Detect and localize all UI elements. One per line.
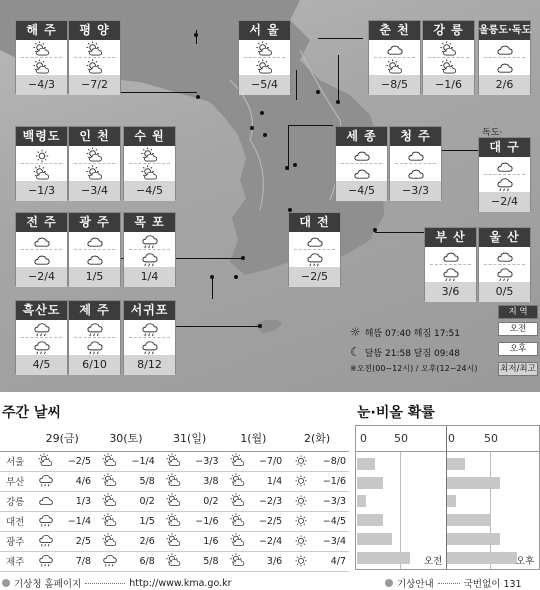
- precip-bar-pm: [447, 533, 500, 545]
- city-temp: −3/4: [69, 181, 120, 201]
- partly-cloudy-icon: [423, 40, 474, 57]
- cell-temp: 4/6: [75, 475, 92, 487]
- precip-bar-pm: [447, 458, 465, 470]
- partly-cloudy-icon: [69, 146, 120, 163]
- cloudy-icon: [479, 157, 530, 174]
- cell-temp: 1/3: [75, 495, 92, 507]
- rain-icon: [38, 472, 54, 491]
- partly-cloudy-icon: [166, 452, 182, 471]
- partly-cloudy-icon: [38, 452, 54, 471]
- cell-temp: −3/3: [322, 495, 346, 507]
- partly-cloudy-icon: [102, 452, 118, 471]
- city-name: 서귀포: [124, 301, 175, 320]
- cell-temp: 7/8: [75, 555, 92, 567]
- cloudy-icon: [336, 164, 387, 181]
- city-temp: 0/5: [479, 282, 530, 302]
- legend-temp: 최저/최고: [498, 362, 538, 376]
- tick-label: 50: [394, 432, 408, 445]
- cell-temp: 2/6: [139, 535, 155, 547]
- city-box: [389, 126, 442, 200]
- city-box: [368, 20, 421, 94]
- city-name: 울릉도·독도: [479, 21, 530, 40]
- leader-line: [318, 38, 363, 39]
- cell-temp: 1/4: [266, 475, 283, 487]
- footer-right: [385, 576, 522, 590]
- dokdo-note: 독도·: [482, 128, 503, 138]
- cloudy-icon: [390, 164, 441, 181]
- sun-times: ☼ 해뜸 07:40 해짐 17:51: [350, 325, 460, 339]
- rain-icon: [102, 552, 118, 571]
- rain-icon: [425, 265, 476, 282]
- cell-temp: −8/0: [322, 455, 346, 467]
- cell-temp: 3/8: [203, 475, 219, 487]
- rain-icon: [124, 338, 175, 355]
- cell-temp: −2/5: [67, 455, 92, 467]
- day-header: 30(토): [94, 425, 158, 451]
- precip-bar-am: [357, 552, 410, 564]
- row-city: 강릉: [0, 491, 30, 511]
- precip-bar-pm: [447, 477, 500, 489]
- city-box: [68, 300, 121, 374]
- cell-temp: −2/3: [258, 495, 283, 507]
- sun-icon: ☼: [350, 325, 361, 339]
- rain-icon: [69, 338, 120, 355]
- precip-bar-am: [357, 533, 392, 545]
- cell-temp: −1/6: [322, 475, 346, 487]
- city-box: [15, 20, 68, 94]
- bullet-icon: [385, 579, 393, 587]
- partly-cloudy-icon: [124, 164, 175, 181]
- precip-bar-am: [357, 495, 366, 507]
- rain-icon: [16, 320, 67, 337]
- legend-pm: 오후: [498, 342, 538, 356]
- day-header: 1(월): [222, 425, 286, 451]
- table-row: [0, 491, 349, 511]
- city-name: 강 릉: [423, 21, 474, 40]
- cloudy-icon: [479, 40, 530, 57]
- cloudy-icon: [289, 232, 340, 249]
- cell-temp: 0/2: [203, 495, 219, 507]
- moon-times: ☾ 달뜸 21:58 달짐 09:48: [350, 345, 460, 359]
- partly-cloudy-icon: [16, 58, 67, 75]
- city-box: [478, 20, 531, 94]
- partly-cloudy-icon: [166, 552, 182, 571]
- footer-phone: 국번없이 131: [463, 579, 522, 590]
- city-box: [123, 300, 176, 374]
- city-box: [478, 227, 531, 301]
- city-box: [15, 300, 68, 374]
- precip-bar-am: [357, 514, 383, 526]
- city-temp: −2/4: [479, 192, 530, 212]
- table-row: [0, 531, 349, 551]
- city-name: 울 산: [479, 228, 530, 247]
- leader-line: [288, 125, 333, 126]
- partly-cloudy-icon: [230, 512, 246, 531]
- city-temp: 6/10: [69, 355, 120, 375]
- city-box: [123, 126, 176, 200]
- weekly-table: [0, 425, 349, 572]
- city-name: 전 주: [16, 213, 67, 232]
- sunny-icon: [293, 512, 309, 531]
- partly-cloudy-icon: [166, 492, 182, 511]
- city-name: 백령도: [16, 127, 67, 146]
- am-label: 오전: [424, 556, 443, 567]
- rain-icon: [479, 265, 530, 282]
- city-box: [478, 137, 531, 211]
- partly-cloudy-icon: [16, 40, 67, 57]
- city-name: 제 주: [69, 301, 120, 320]
- row-city: 서울: [0, 451, 30, 471]
- sunny-icon: [293, 492, 309, 511]
- cell-temp: −1/6: [195, 515, 219, 527]
- cloudy-icon: [16, 250, 67, 267]
- rain-icon: [479, 175, 530, 192]
- city-box: [422, 20, 475, 94]
- cell-temp: −1/4: [131, 455, 155, 467]
- precip-bar-pm: [447, 514, 491, 526]
- rain-icon: [38, 552, 54, 571]
- precip-bar-pm: [447, 495, 456, 507]
- city-name: 수 원: [124, 127, 175, 146]
- city-temp: −5/4: [239, 75, 290, 95]
- pm-label: 오후: [516, 556, 535, 567]
- city-box: [238, 20, 291, 94]
- city-temp: 4/5: [16, 355, 67, 375]
- rain-icon: [124, 232, 175, 249]
- partly-cloudy-icon: [239, 40, 290, 57]
- cell-temp: 6/8: [139, 555, 155, 567]
- partly-cloudy-icon: [230, 492, 246, 511]
- city-name: 해 주: [16, 21, 67, 40]
- cell-temp: 3/6: [266, 555, 283, 567]
- cell-temp: −4/5: [322, 515, 346, 527]
- tick-label: 0: [448, 432, 455, 445]
- city-temp: −7/2: [69, 75, 120, 95]
- partly-cloudy-icon: [102, 492, 118, 511]
- sunny-icon: [293, 452, 309, 471]
- row-city: 부산: [0, 471, 30, 491]
- city-temp: −2/4: [16, 267, 67, 287]
- cloudy-icon: [369, 40, 420, 57]
- table-row: [0, 511, 349, 531]
- partly-cloudy-icon: [16, 164, 67, 181]
- day-header: 29(금): [30, 425, 94, 451]
- city-box: [15, 126, 68, 200]
- partly-cloudy-icon: [230, 472, 246, 491]
- city-name: 대 전: [289, 213, 340, 232]
- partly-cloudy-icon: [166, 532, 182, 551]
- footer-left: [2, 576, 232, 590]
- legend-am: 오전: [498, 322, 538, 336]
- rain-icon: [16, 338, 67, 355]
- cell-temp: 1/6: [203, 535, 219, 547]
- cell-temp: −2/5: [258, 515, 283, 527]
- partly-cloudy-icon: [230, 452, 246, 471]
- partly-cloudy-icon: [102, 532, 118, 551]
- precip-bar-pm: [447, 552, 517, 564]
- city-temp: −4/5: [336, 181, 387, 201]
- precip-bar-am: [357, 458, 375, 470]
- cloudy-icon: [479, 247, 530, 264]
- partly-cloudy-icon: [124, 146, 175, 163]
- partly-cloudy-icon: [423, 58, 474, 75]
- city-name: 목 포: [124, 213, 175, 232]
- city-name: 춘 천: [369, 21, 420, 40]
- footer-site-label: 기상청 홈페이지: [14, 579, 82, 590]
- leader-line: [196, 30, 197, 44]
- cell-temp: 0/2: [139, 495, 155, 507]
- rain-icon: [69, 320, 120, 337]
- cloudy-icon: [69, 232, 120, 249]
- sunny-icon: [293, 552, 309, 571]
- table-row: [0, 551, 349, 571]
- city-name: 인 천: [69, 127, 120, 146]
- precip-title: 눈·비올 확률: [357, 405, 435, 421]
- day-header: 2(화): [285, 425, 349, 451]
- cloudy-icon: [69, 250, 120, 267]
- partly-cloudy-icon: [69, 164, 120, 181]
- cloudy-icon: [479, 58, 530, 75]
- city-name: 광 주: [69, 213, 120, 232]
- city-temp: −2/5: [289, 267, 340, 287]
- city-temp: 3/6: [425, 282, 476, 302]
- city-temp: 8/12: [124, 355, 175, 375]
- legend-note: ※오전(00~12시) / 오후(12~24시): [350, 364, 478, 373]
- city-name: 평 양: [69, 21, 120, 40]
- partly-cloudy-icon: [230, 532, 246, 551]
- rain-icon: [289, 250, 340, 267]
- tick-label: 0: [360, 432, 367, 445]
- cell-temp: −3/4: [322, 535, 346, 547]
- footer-url[interactable]: http://www.kma.go.kr: [129, 577, 232, 589]
- bullet-icon: [2, 579, 10, 587]
- tick-label: 50: [484, 432, 498, 445]
- city-name: 부 산: [425, 228, 476, 247]
- cell-temp: −1/4: [67, 515, 92, 527]
- city-name: 청 주: [390, 127, 441, 146]
- leader-line: [288, 125, 289, 170]
- legend-region: 지 역: [498, 305, 538, 319]
- city-temp: −4/5: [124, 181, 175, 201]
- map-legend: [350, 303, 540, 387]
- city-box: [288, 212, 341, 286]
- weekly-header-row: [0, 425, 349, 451]
- cell-temp: 5/8: [203, 555, 219, 567]
- row-city: 제주: [0, 551, 30, 571]
- city-temp: 1/5: [69, 267, 120, 287]
- city-name: 흑산도: [16, 301, 67, 320]
- city-box: [68, 126, 121, 200]
- city-box: [68, 20, 121, 94]
- leader-line: [296, 70, 297, 100]
- city-box: [424, 227, 477, 301]
- city-temp: −4/3: [16, 75, 67, 95]
- precip-probability-chart: [355, 425, 540, 570]
- city-box: [15, 212, 68, 286]
- leader-line: [212, 277, 213, 299]
- cloudy-icon: [336, 146, 387, 163]
- cloudy-icon: [16, 232, 67, 249]
- table-row: [0, 451, 349, 471]
- partly-cloudy-icon: [230, 552, 246, 571]
- weekly-title: 주간 날씨: [2, 405, 61, 421]
- rain-icon: [38, 532, 54, 551]
- moon-icon: ☾: [350, 345, 361, 359]
- cell-temp: 1/5: [139, 515, 155, 527]
- city-box: [68, 212, 121, 286]
- table-row: [0, 471, 349, 491]
- cloudy-icon: [38, 492, 54, 511]
- city-temp: 1/4: [124, 267, 175, 287]
- city-box: [123, 212, 176, 286]
- row-city: 광주: [0, 531, 30, 551]
- leader-line: [375, 232, 425, 233]
- partly-cloudy-icon: [102, 472, 118, 491]
- city-temp: −3/3: [390, 181, 441, 201]
- sunny-icon: [16, 146, 67, 163]
- partly-cloudy-icon: [69, 58, 120, 75]
- partly-cloudy-icon: [69, 40, 120, 57]
- partly-cloudy-icon: [166, 472, 182, 491]
- leader-line: [338, 55, 339, 100]
- partly-cloudy-icon: [166, 512, 182, 531]
- partly-cloudy-icon: [369, 58, 420, 75]
- rain-icon: [124, 320, 175, 337]
- cell-temp: 4/7: [330, 555, 346, 567]
- partly-cloudy-icon: [239, 58, 290, 75]
- precip-bar-am: [357, 477, 383, 489]
- sunny-icon: [293, 532, 309, 551]
- cell-temp: 5/8: [139, 475, 155, 487]
- cell-temp: 2/5: [75, 535, 92, 547]
- footer-info-label: 기상안내: [397, 579, 434, 590]
- cloudy-icon: [390, 146, 441, 163]
- row-city: 대전: [0, 511, 30, 531]
- cell-temp: −3/3: [195, 455, 219, 467]
- cell-temp: −2/4: [258, 535, 283, 547]
- city-temp: −1/6: [423, 75, 474, 95]
- rain-icon: [124, 250, 175, 267]
- city-temp: −1/3: [16, 181, 67, 201]
- city-temp: 2/6: [479, 75, 530, 95]
- cell-temp: −7/0: [258, 455, 283, 467]
- cloudy-icon: [425, 247, 476, 264]
- city-name: 세 종: [336, 127, 387, 146]
- rain-icon: [38, 512, 54, 531]
- city-box: [335, 126, 388, 200]
- sunny-icon: [293, 472, 309, 491]
- city-name: 서 울: [239, 21, 290, 40]
- city-temp: −8/5: [369, 75, 420, 95]
- city-name: 대 구: [479, 138, 530, 157]
- partly-cloudy-icon: [102, 512, 118, 531]
- day-header: 31(일): [158, 425, 222, 451]
